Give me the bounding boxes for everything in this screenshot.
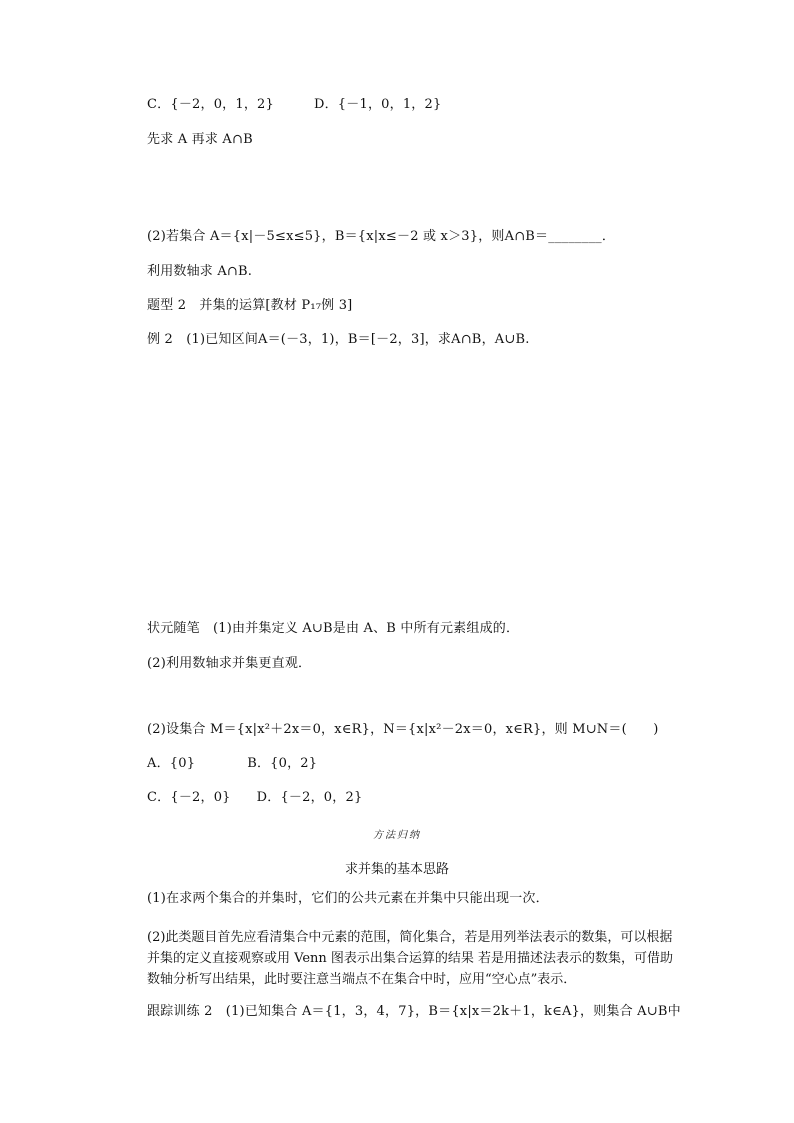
section-title: 题型 2 并集的运算[教材 P₁₇例 3]	[147, 298, 353, 313]
option-c-2: C．{－2，0}	[147, 790, 231, 805]
option-row-cd	[147, 96, 441, 114]
option-d: D．{－1，0，1，2}	[313, 97, 442, 112]
hint-text: 先求 A 再求 A∩B	[147, 132, 253, 147]
method-point-2: (2)此类题目首先应看清集合中元素的范围，简化集合，若是用列举法表示的数集，可以根据并集的定义直接观察或用 Venn 图表示出集合运算的结果 若是用描述法表示的数集，可借助数轴分析写出结果，此时要注意当端点不在集合中时，应用“空心点”表示．	[147, 930, 674, 987]
option-a: A．{0}	[147, 756, 196, 771]
hint-text-2: 利用数轴求 A∩B.	[147, 264, 253, 279]
method-label: 方法归纳	[373, 830, 421, 841]
example-2: 例 2 (1)已知区间A＝(－3，1)，B＝[－2，3]，求A∩B，A∪B.	[147, 332, 530, 347]
note-1: 状元随笔 (1)由并集定义 A∪B是由 A、B 中所有元素组成的．	[147, 621, 520, 636]
practice-2: 跟踪训练 2 (1)已知集合 A＝{1，3，4，7}，B＝{x|x＝2k＋1，k∈A}，则集合 A∪B中	[147, 1004, 681, 1019]
method-heading: 求并集的基本思路	[344, 862, 449, 877]
question-2: (2)若集合 A＝{x|－5≤x≤5}，B＝{x|x≤－2 或 x＞3}，则A∩B＝________．	[147, 229, 616, 244]
method-point-1: (1)在求两个集合的并集时，它们的公共元素在并集中只能出现一次．	[147, 891, 549, 906]
option-c: C．{－2，0，1，2}	[147, 97, 274, 112]
option-b: B．{0，2}	[247, 756, 318, 771]
option-d-2: D．{－2，0，2}	[256, 790, 363, 805]
option-row-cd-2	[147, 789, 362, 807]
option-row-ab	[147, 755, 317, 773]
question-m-n: (2)设集合 M＝{x|x²＋2x＝0，x∈R}，N＝{x|x²－2x＝0，x∈R}，则 M∪N＝( )	[147, 722, 659, 737]
note-2: (2)利用数轴求并集更直观．	[147, 656, 312, 671]
